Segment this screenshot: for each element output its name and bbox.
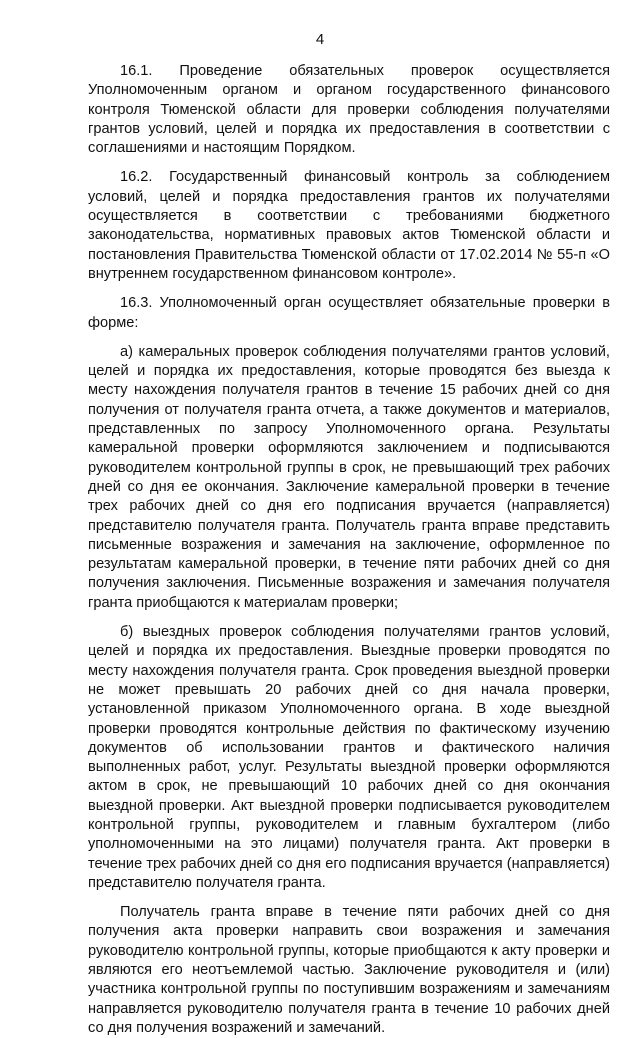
document-body bbox=[88, 62, 610, 1038]
paragraph-item-a: а) камеральных проверок соблюдения получателями грантов условий, целей и порядка их предоставления, которые проводятся без выезда к месту нахождения получателя грантов в течение 15 рабочих дней со дня получения от получателя гранта отчета, а также документов и материалов, представленных по запросу Уполномоченного органа. Результаты камеральной проверки оформляются заключением и подписываются руководителем контрольной группы в срок, не превышающий трех рабочих дней со дня ее окончания. Заключение камеральной проверки в течение трех рабочих дней со дня его подписания вручается (направляется) представителю получателя гранта. Получатель гранта вправе представить письменные возражения и замечания на заключение, оформленное по результатам камеральной проверки, в течение пяти рабочих дней со дня получения заключения. Письменные возражения и замечания получателя гранта приобщаются к материалам проверки; bbox=[88, 343, 610, 611]
page-number: 4 bbox=[315, 31, 325, 48]
paragraph-16-3: 16.3. Уполномоченный орган осуществляет обязательные проверки в форме: bbox=[88, 295, 610, 331]
paragraph-objections: Получатель гранта вправе в течение пяти рабочих дней со дня получения акта проверки направить свои возражения и замечания руководителю контрольной группы, которые приобщаются к акту проверки и являются его неотъемлемой частью. Заключение руководителя и (или) участника контрольной группы по поступившим возражениям и замечаниям направляется руководителю получателя гранта в течение 10 рабочих дней со дня получения возражений и замечаний. bbox=[88, 904, 610, 1036]
paragraph-16-1: 16.1. Проведение обязательных проверок осуществляется Уполномоченным органом и органом государственного финансового контроля Тюменской области для проверки соблюдения получателями грантов условий, целей и порядка их предоставления в соответствии с соглашениями и настоящим Порядком. bbox=[88, 63, 610, 157]
paragraph-16-2: 16.2. Государственный финансовый контроль за соблюдением условий, целей и порядка предоставления грантов их получателями осуществляется в соответствии с требованиями бюджетного законодательства, нормативных правовых актов Тюменской области и постановления Правительства Тюменской области от 17.02.2014 № 55-п «О внутреннем государственном финансовом контроле». bbox=[88, 169, 610, 282]
paragraph-item-b: б) выездных проверок соблюдения получателями грантов условий, целей и порядка их предоставления. Выездные проверки проводятся по месту нахождения получателя гранта. Срок проведения выездной проверки не может превышать 20 рабочих дней со дня начала проверки, установленной приказом Уполномоченного органа. В ходе выездной проверки проводятся контрольные действия по фактическому изучению документов об использовании грантов и фактического наличия выполненных работ, услуг. Результаты выездной проверки оформляются актом в срок, не превышающий 10 рабочих дней со дня окончания выездной проверки. Акт выездной проверки подписывается руководителем контрольной группы, руководителем и главным бухгалтером (либо уполномоченными на это лицами) получателя гранта. Акт проверки в течение трех рабочих дней со дня его подписания вручается (направляется) представителю получателя гранта. bbox=[88, 624, 610, 891]
